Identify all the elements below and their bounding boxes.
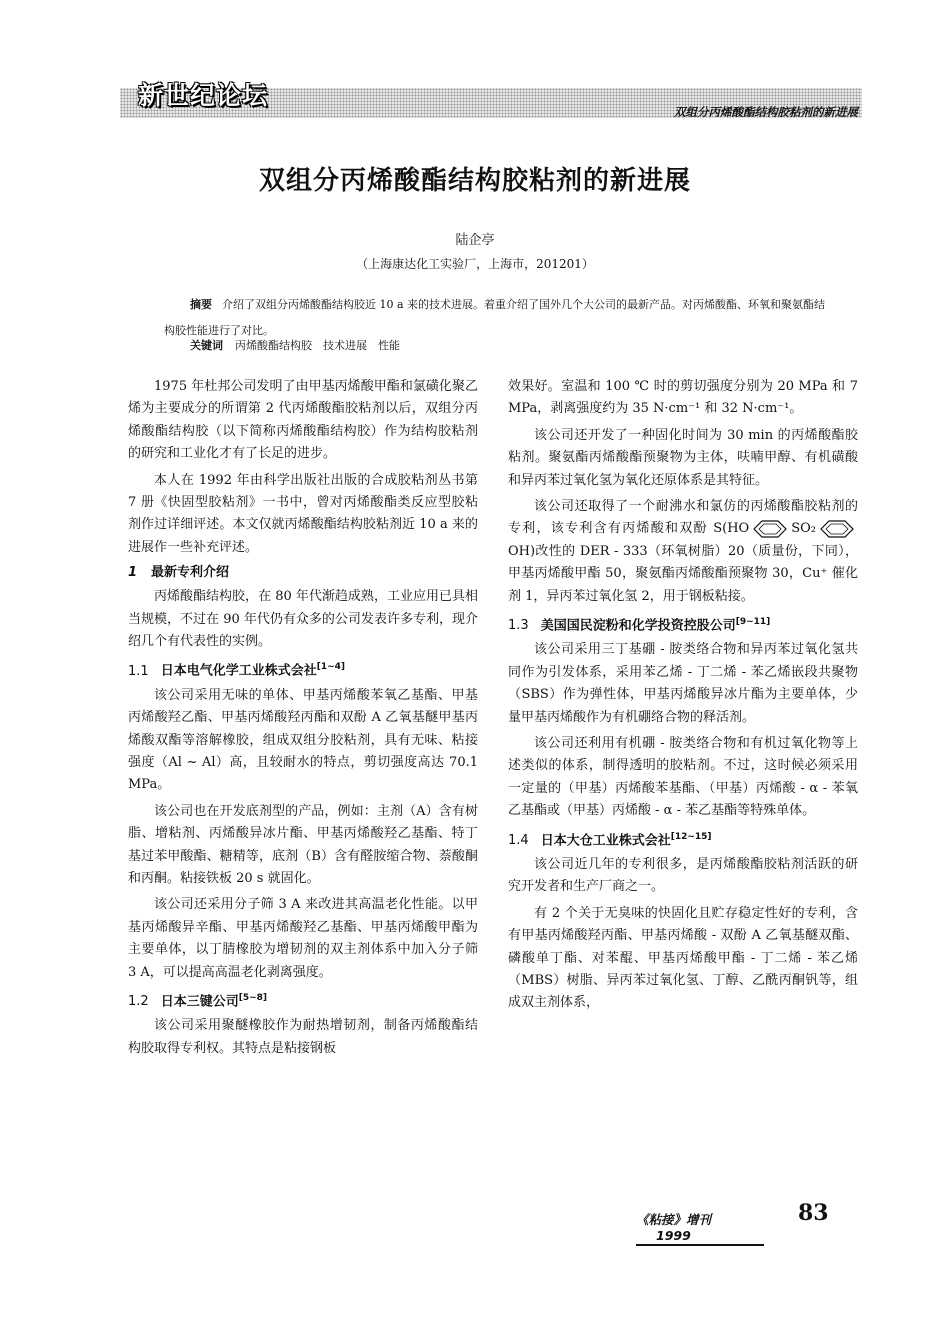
section-title: 日本大仓工业株式会社 (540, 832, 671, 848)
keywords-label: 关键词 (190, 339, 223, 352)
benzene-ring-icon (818, 519, 856, 539)
paragraph-text: 该公司还取得了一个耐沸水和氯仿的丙烯酸酯胶粘剂的专利，该专利含有丙烯酸和双酚 S (508, 499, 858, 537)
subsection-heading (508, 827, 858, 851)
journal-name: 《粘接》增刊 (636, 1212, 712, 1227)
keywords-text: 丙烯酸酯结构胶 技术进展 性能 (235, 339, 400, 352)
section-title: 最新专利介绍 (151, 565, 230, 581)
author-name: 陆企亭 (455, 233, 495, 248)
paragraph: 该公司还开发了一种固化时间为 30 min 的丙烯酸酯胶粘剂。聚氨酯丙烯酸酯预聚物为主体，呋喃甲醇、有机磺酸和异丙苯过氧化氢为氧化还原体系是其特征。 (508, 427, 858, 488)
keywords (190, 337, 400, 353)
page-number: 83 (798, 1200, 829, 1226)
paragraph: 该公司采用三丁基硼 - 胺类络合物和异丙苯过氧化氢共同作为引发体系，采用苯乙烯 - 丁二烯 - 苯乙烯嵌段共聚物（SBS）作为弹性体，甲基丙烯酸异冰片酯为主要单体，少量甲基丙烯酸作为有机硼络合物的释活剂。 (508, 642, 858, 725)
formula-text: (HO (722, 521, 750, 537)
paragraph: 该公司也在开发底剂型的产品，例如：主剂（A）含有树脂、增粘剂、丙烯酸异冰片酯、甲基丙烯酸羟乙基酯、特丁基过苯甲酸酯、糖精等，底剂（B）含有醛胺缩合物、萘酸酮和丙酮。粘接铁板 20 s 就固化。 (128, 803, 478, 887)
section-title: 日本三键公司 (160, 994, 239, 1010)
section-number: 1.3 (508, 618, 529, 634)
paragraph: 该公司采用无味的单体、甲基丙烯酸苯氧乙基酯、甲基丙烯酸羟乙酯、甲基丙烯酸羟丙酯和双酚 A 乙氧基醚甲基丙烯酸双酯等溶解橡胶，组成双组分胶粘剂，具有无味、粘接强度（Al ~ Al）高，且较耐水的特点，剪切强度高达 70.1 MPa。 (128, 687, 478, 793)
right-column (508, 376, 858, 1019)
reference-marker: [9~11] (735, 617, 771, 628)
paragraph: 本人在 1992 年由科学出版社出版的合成胶粘剂丛书第 7 册《快固型胶粘剂》一书中，曾对丙烯酸酯类反应型胶粘剂作过详细评述。本文仅就丙烯酸酯结构胶粘剂近 10 a 来的进展作一些补充评述。 (128, 472, 478, 555)
benzene-ring-icon (751, 519, 789, 539)
abstract-label: 摘要 (190, 298, 212, 311)
section-number: 1.4 (508, 832, 529, 848)
reference-marker: [1~4] (316, 662, 345, 673)
footer-journal (636, 1210, 764, 1246)
section-number: 1.1 (128, 663, 149, 679)
author-affiliation: （上海康达化工实验厂，上海市，201201） (356, 257, 594, 271)
section-brand-logo: 新世纪论坛 (138, 81, 269, 110)
paragraph-text: 改性的 DER - 333（环氧树脂）20（质量份，下同），甲基丙烯酸甲酯 50，聚氨酯丙烯酸酯预聚物 30，Cu⁺ 催化剂 1，异丙苯过氧化氢 2，用于钢板粘接。 (508, 543, 858, 604)
section-number: 1 (128, 565, 138, 581)
article-title: 双组分丙烯酸酯结构胶粘剂的新进展 (258, 166, 691, 196)
paragraph-with-formula (508, 496, 858, 608)
paragraph: 该公司近几年的专利很多，是丙烯酸酯胶粘剂活跃的研究开发者和生产厂商之一。 (508, 856, 858, 895)
section-heading (128, 563, 478, 583)
paragraph: 丙烯酸酯结构胶，在 80 年代渐趋成熟，工业应用已具相当规模，不过在 90 年代仍有众多的公司发表许多专利，现介绍几个有代表性的实例。 (128, 589, 478, 650)
paragraph: 该公司还利用有机硼 - 胺类络合物和有机过氧化物等上述类似的体系，制得透明的胶粘剂。不过，这时候必须采用一定量的（甲基）丙烯酸苯基酯、（甲基）丙烯酸 - α - 苯氧乙基酯或（甲基）丙烯酸 - α - 苯乙基酯等特殊单体。 (508, 736, 858, 819)
subsection-heading (508, 612, 858, 636)
section-title: 日本电气化学工业株式会社 (160, 663, 317, 679)
journal-year: 1999 (656, 1228, 691, 1243)
running-title: 双组分丙烯酸酯结构胶粘剂的新进展 (674, 105, 858, 119)
section-title: 美国国民淀粉和化学投资控股公司 (540, 618, 736, 634)
paragraph: 效果好。室温和 100 ℃ 时的剪切强度分别为 20 MPa 和 7 MPa，剥离强度约为 35 N·cm⁻¹ 和 32 N·cm⁻¹。 (508, 379, 858, 417)
paragraph: 1975 年杜邦公司发明了由甲基丙烯酸甲酯和氯磺化聚乙烯为主要成分的所谓第 2 代丙烯酸酯胶粘剂以后，双组分丙烯酸酯结构胶（以下简称丙烯酸酯结构胶）作为结构胶粘剂的研究和工业化才有了长足的进步。 (128, 379, 478, 462)
abstract-text: 介绍了双组分丙烯酸酯结构胶近 10 a 来的技术进展。着重介绍了国外几个大公司的最新产品。对丙烯酸酯、环氧和聚氨酯结构胶性能进行了对比。 (164, 298, 826, 337)
formula-text: OH) (508, 543, 536, 559)
subsection-heading (128, 657, 478, 681)
formula-text: SO₂ (791, 521, 816, 537)
reference-marker: [5~8] (238, 993, 267, 1004)
left-column (128, 376, 478, 1064)
paragraph: 该公司采用聚醚橡胶作为耐热增韧剂，制备丙烯酸酯结构胶取得专利权。其特点是粘接钢板 (128, 1018, 478, 1056)
paragraph: 有 2 个关于无臭味的快固化且贮存稳定性好的专利，含有甲基丙烯酸羟丙酯、甲基丙烯酸 - 双酚 A 乙氧基醚双酯、磷酸单丁酯、对苯醌、甲基丙烯酸甲酯 - 丁二烯 - 苯乙烯（MBS）树脂、异丙苯过氧化氢、丁醇、乙酰丙酮钒等，组成双主剂体系， (508, 905, 858, 1011)
section-number: 1.2 (128, 994, 149, 1010)
subsection-heading (128, 988, 478, 1012)
paragraph: 该公司还采用分子筛 3 A 来改进其高温老化性能。以甲基丙烯酸异辛酯、甲基丙烯酸羟乙基酯、甲基丙烯酸甲酯为主要单体，以丁腈橡胶为增韧剂的双主剂体系中加入分子筛 3 A，可以提高高温老化剥离强度。 (128, 897, 478, 980)
reference-marker: [12~15] (670, 831, 712, 842)
